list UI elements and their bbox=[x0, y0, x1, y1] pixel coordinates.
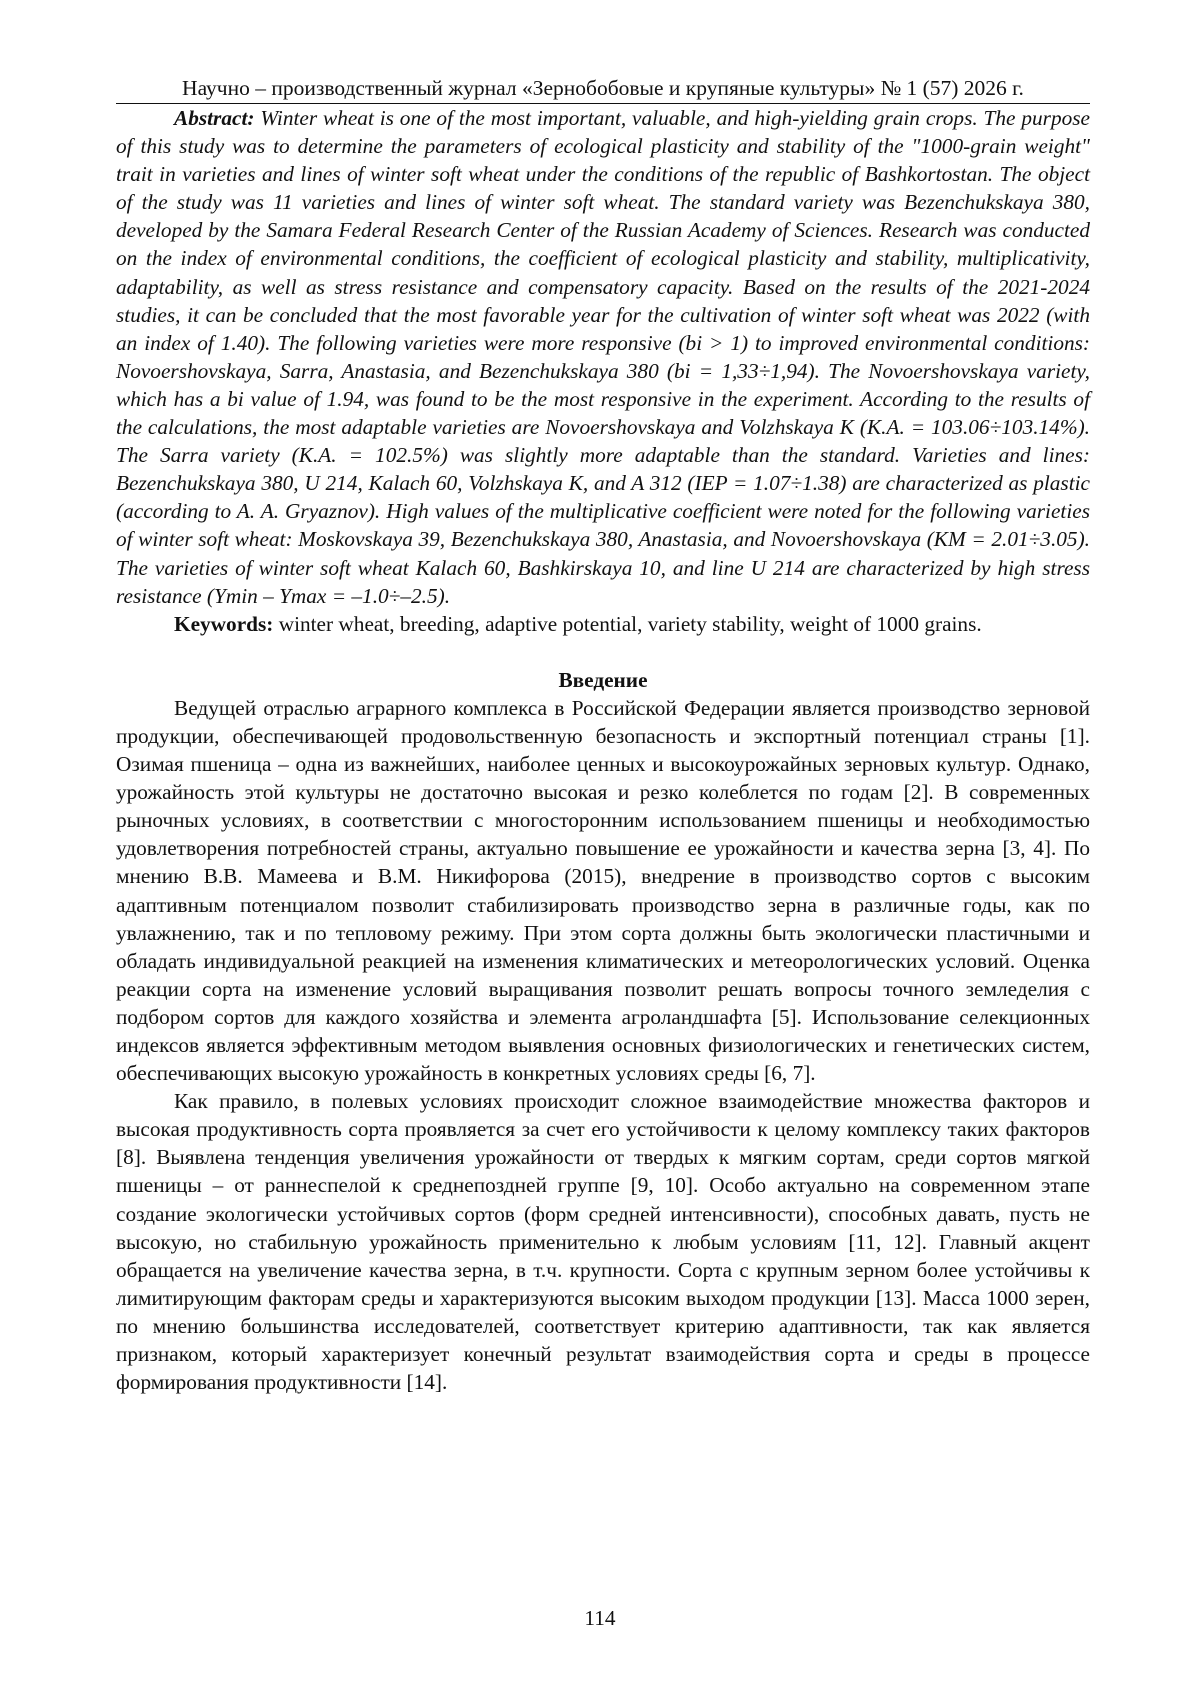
page-body bbox=[116, 74, 1090, 1396]
section-title-introduction: Введение bbox=[558, 667, 648, 692]
abstract-paragraph bbox=[116, 104, 1090, 610]
keywords-label: Keywords: bbox=[174, 611, 274, 636]
page-number: 114 bbox=[584, 1606, 616, 1630]
keywords-paragraph bbox=[116, 610, 1090, 638]
abstract-label: Abstract: bbox=[174, 106, 255, 130]
running-header: Научно – производственный журнал «Зернобобовые и крупяные культуры» № 1 (57) 2026 г. bbox=[116, 74, 1090, 104]
body-paragraph: Как правило, в полевых условиях происходит сложное взаимодействие множества факторов и высокая продуктивность сорта проявляется за счет его устойчивости к целому комплексу таких факторов [8]. Выявлена тенденция увеличения урожайности от твердых к мягким сортам, среди сортов мягкой пшеницы – от раннеспелой к среднепоздней группе [9, 10]. Особо актуально на современном этапе создание экологически устойчивых сортов (форм средней интенсивности), способных давать, пусть не высокую, но стабильную урожайность применительно к любым условиям [11, 12]. Главный акцент обращается на увеличение качества зерна, в т.ч. крупности. Сорта с крупным зерном более устойчивы к лимитирующим факторам среды и характеризуются высоким выходом продукции [13]. Масса 1000 зерен, по мнению большинства исследователей, соответствует критерию адаптивности, так как является признаком, который характеризует конечный результат взаимодействия сорта и среды в процессе формирования продуктивности [14]. bbox=[116, 1089, 1090, 1395]
keywords-text: winter wheat, breeding, adaptive potential, variety stability, weight of 1000 grains. bbox=[273, 611, 982, 636]
body-paragraph: Ведущей отраслью аграрного комплекса в Российской Федерации является производство зерновой продукции, обеспечивающей продовольственную безопасность и экспортный потенциал страны [1]. Озимая пшеница – одна из важнейших, наиболее ценных и высокоурожайных зерновых культур. Однако, урожайность этой культуры не достаточно высокая и резко колеблется по годам [2]. В современных рыночных условиях, в соответствии с многосторонним использованием пшеницы и необходимостью удовлетворения потребностей страны, актуально повышение ее урожайности и качества зерна [3, 4]. По мнению В.В. Мамеева и В.М. Никифорова (2015), внедрение в производство сортов с высоким адаптивным потенциалом позволит стабилизировать производство зерна в различные годы, как по увлажнению, так и по тепловому режиму. При этом сорта должны быть экологически пластичными и обладать индивидуальной реакцией на изменения климатических и метеорологических условий. Оценка реакции сорта на изменение условий выращивания позволит решать вопросы точного земледелия с подбором сортов для каждого хозяйства и элемента агроландшафта [5]. Использование селекционных индексов является эффективным методом выявления основных физиологических и генетических систем, обеспечивающих высокую урожайность в конкретных условиях среды [6, 7]. bbox=[116, 695, 1090, 1086]
abstract-text: Winter wheat is one of the most important, valuable, and high-yielding grain crops. The purpose of this study was to determine the parameters of ecological plasticity and stability of the "1000-grain weight" trait in varieties and lines of winter soft wheat under the conditions of the republic of Bashkortostan. The object of the study was 11 varieties and lines of winter soft wheat. The standard variety was Bezenchukskaya 380, developed by the Samara Federal Research Center of the Russian Academy of Sciences. Research was conducted on the index of environmental conditions, the coefficient of ecological plasticity and stability, multiplicativity, adaptability, as well as stress resistance and compensatory capacity. Based on the results of the 2021-2024 studies, it can be concluded that the most favorable year for the cultivation of winter soft wheat was 2022 (with an index of 1.40). The following varieties were more responsive (bi > 1) to improved environmental conditions: Novoershovskaya, Sarra, Anastasia, and Bezenchukskaya 380 (bi = 1,33÷1,94). The Novoershovskaya variety, which has a bi value of 1.94, was found to be the most responsive in the experiment. According to the results of the calculations, the most adaptable varieties are Novoershovskaya and Volzhskaya K (K.A. = 103.06÷103.14%). The Sarra variety (K.A. = 102.5%) was slightly more adaptable than the standard. Varieties and lines: Bezenchukskaya 380, U 214, Kalach 60, Volzhskaya K, and A 312 (IEP = 1.07÷1.38) are characterized as plastic (according to A. A. Gryaznov). High values of the multiplicative coefficient were noted for the following varieties of winter soft wheat: Moskovskaya 39, Bezenchukskaya 380, Anastasia, and Novoershovskaya (KM = 2.01÷3.05). The varieties of winter soft wheat Kalach 60, Bashkirskaya 10, and line U 214 are characterized by high stress resistance (Ymin – Ymax = –1.0÷–2.5). bbox=[116, 106, 1090, 608]
